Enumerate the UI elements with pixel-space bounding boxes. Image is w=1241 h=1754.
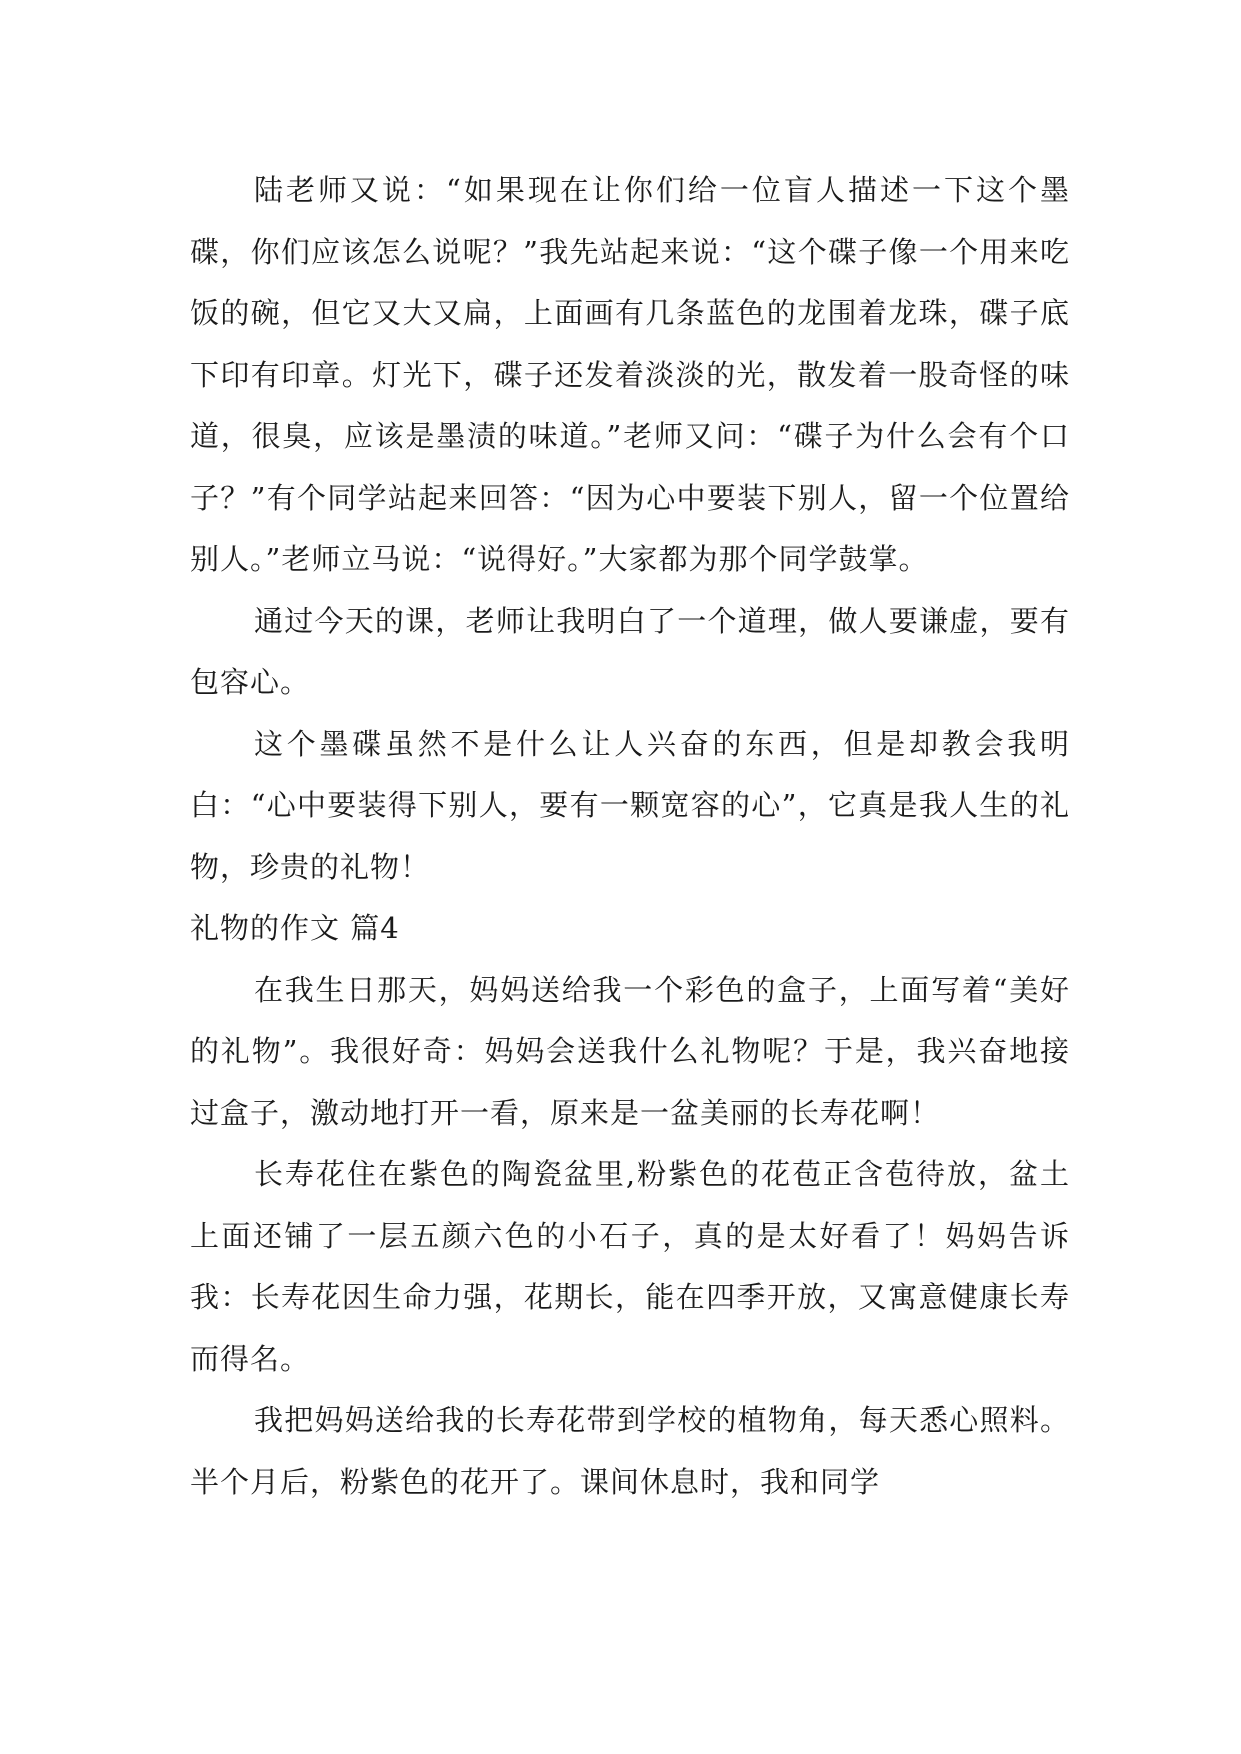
paragraph-ink-dish-gift: 这个墨碟虽然不是什么让人兴奋的东西，但是却教会我明白：“心中要装得下别人，要有一颗宽容的心”，它真是我人生的礼物，珍贵的礼物！ — [190, 726, 1070, 884]
section-heading: 礼物的作文 篇4 — [190, 911, 400, 945]
paragraph-lesson: 通过今天的课，老师让我明白了一个道理，做人要谦虚，要有包容心。 — [190, 603, 1070, 699]
paragraph-flower-description: 长寿花住在紫色的陶瓷盆里,粉紫色的花苞正含苞待放，盆土上面还铺了一层五颜六色的小石子，真的是太好看了！妈妈告诉我：长寿花因生命力强，花期长，能在四季开放，又寓意健康长寿而得名。 — [190, 1157, 1070, 1376]
document-page — [190, 160, 1070, 1513]
paragraph-plant-corner: 我把妈妈送给我的长寿花带到学校的植物角，每天悉心照料。半个月后，粉紫色的花开了。课间休息时，我和同学 — [190, 1403, 1070, 1499]
paragraph-teacher-question: 陆老师又说：“如果现在让你们给一位盲人描述一下这个墨碟，你们应该怎么说呢？”我先站起来说：“这个碟子像一个用来吃饭的碗，但它又大又扁，上面画有几条蓝色的龙围着龙珠，碟子底下印有印章。灯光下，碟子还发着淡淡的光，散发着一股奇怪的味道，很臭，应该是墨渍的味道。”老师又问：“碟子为什么会有个口子？”有个同学站起来回答：“因为心中要装下别人，留一个位置给别人。”老师立马说：“说得好。”大家都为那个同学鼓掌。 — [190, 173, 1070, 576]
paragraph-birthday-gift: 在我生日那天，妈妈送给我一个彩色的盒子，上面写着“美好的礼物”。我很好奇：妈妈会送我什么礼物呢？于是，我兴奋地接过盒子，激动地打开一看，原来是一盆美丽的长寿花啊！ — [190, 972, 1070, 1130]
